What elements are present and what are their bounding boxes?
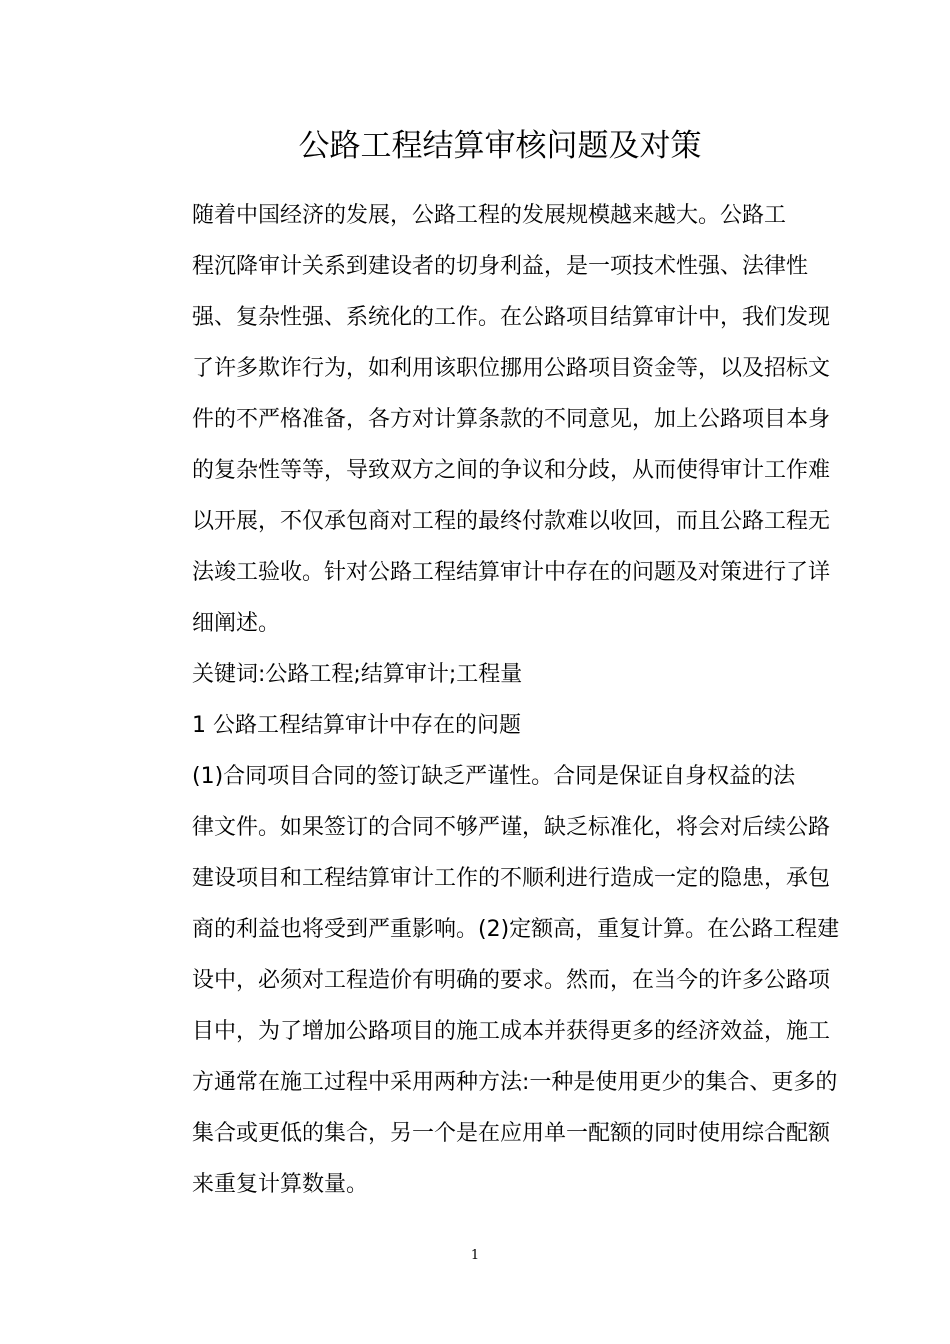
document-body — [148, 190, 840, 1210]
paragraph-line: 来重复计算数量。 — [192, 1172, 369, 1197]
page-number: 1 — [470, 1248, 480, 1263]
paragraph-line: 强、复杂性强、系统化的工作。在公路项目结算审计中，我们发现 — [192, 305, 831, 330]
paragraph-line: 程沉降审计关系到建设者的切身利益，是一项技术性强、法律性 — [192, 254, 809, 279]
paragraph-line: 方通常在施工过程中采用两种方法:一种是使用更少的集合、更多的 — [192, 1070, 838, 1095]
section-heading: 1 公路工程结算审计中存在的问题 — [192, 713, 521, 738]
paragraph-line: 件的不严格准备，各方对计算条款的不同意见，加上公路项目本身 — [192, 407, 831, 432]
paragraph-intro — [148, 190, 831, 649]
keywords: 关键词:公路工程;结算审计;工程量 — [192, 662, 523, 687]
paragraph-line: 集合或更低的集合，另一个是在应用单一配额的同时使用综合配额 — [192, 1121, 831, 1146]
paragraph-line: (1)合同项目合同的签订缺乏严谨性。合同是保证自身权益的法 — [192, 764, 796, 789]
paragraph-line: 律文件。如果签订的合同不够严谨，缺乏标准化，将会对后续公路 — [192, 815, 831, 840]
paragraph-line: 细阐述。 — [192, 611, 281, 636]
paragraph-line: 以开展，不仅承包商对工程的最终付款难以收回，而且公路工程无 — [192, 509, 831, 534]
paragraph-line: 法竣工验收。针对公路工程结算审计中存在的问题及对策进行了详 — [192, 560, 831, 585]
document-title: 公路工程结算审核问题及对策 — [298, 128, 702, 164]
paragraph-line: 了许多欺诈行为，如利用该职位挪用公路项目资金等，以及招标文 — [192, 356, 831, 381]
paragraph-line: 设中，必须对工程造价有明确的要求。然而，在当今的许多公路项 — [192, 968, 831, 993]
paragraph-line: 的复杂性等等，导致双方之间的争议和分歧，从而使得审计工作难 — [192, 458, 831, 483]
paragraph-problems — [148, 751, 840, 1210]
paragraph-line: 商的利益也将受到严重影响。(2)定额高，重复计算。在公路工程建 — [192, 917, 840, 942]
paragraph-line: 建设项目和工程结算审计工作的不顺利进行造成一定的隐患，承包 — [192, 866, 831, 891]
paragraph-line: 随着中国经济的发展，公路工程的发展规模越来越大。公路工 — [192, 203, 787, 228]
paragraph-line: 目中，为了增加公路项目的施工成本并获得更多的经济效益，施工 — [192, 1019, 831, 1044]
